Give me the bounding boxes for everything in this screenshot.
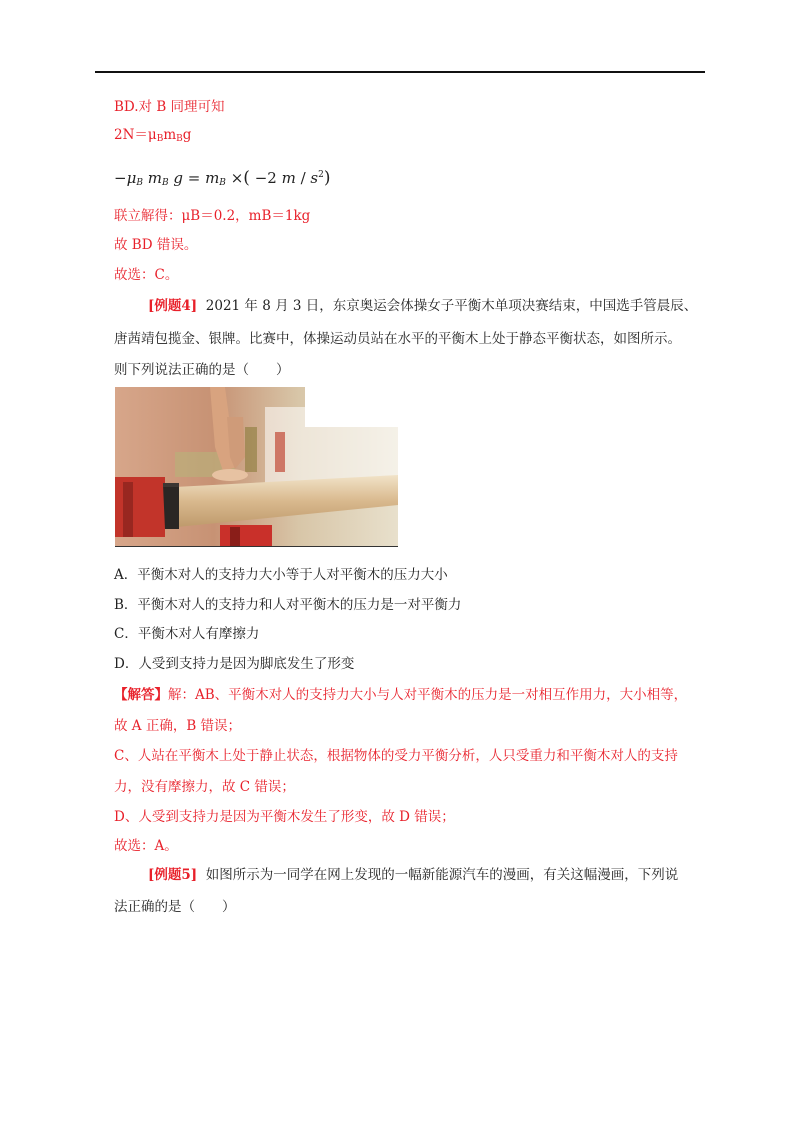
solution-conclusion: 故 BD 错误。 (114, 237, 198, 253)
answer-line1: 【解答】解：AB、平衡木对人的支持力大小与人对平衡木的压力是一对相互作用力，大小相等， (114, 687, 688, 703)
solution-choice: 故选：C。 (114, 267, 179, 283)
option-c: C．平衡木对人有摩擦力 (114, 626, 260, 642)
example4-tag: [例题4] (148, 298, 198, 314)
answer-line6: 故选：A。 (114, 838, 178, 854)
photo-baseline (115, 546, 398, 547)
example5-tag: [例题5] (148, 867, 198, 883)
header-rule (95, 71, 705, 73)
example5-line1: [例题5] 如图所示为一同学在网上发现的一幅新能源汽车的漫画，有关这幅漫画，下列说 (148, 867, 679, 883)
equation-normal-force: $2N=\mu_Bm_Bg$ (114, 127, 192, 144)
option-b: B．平衡木对人的支持力和人对平衡木的压力是一对平衡力 (114, 597, 462, 613)
example5-line2: 法正确的是（ ） (114, 899, 236, 915)
answer-line5: D、人受到支持力是因为平衡木发生了形变，故 D 错误； (114, 809, 455, 825)
balance-beam-photo (115, 387, 398, 547)
option-d: D．人受到支持力是因为脚底发生了形变 (114, 656, 355, 672)
gymnast-on-beam-image (115, 387, 398, 547)
example4-line3: 则下列说法正确的是（ ） (114, 362, 290, 378)
answer-line2: 故 A 正确，B 错误； (114, 718, 242, 734)
answer-line3: C、人站在平衡木上处于静止状态，根据物体的受力平衡分析，人只受重力和平衡木对人的支持 (114, 748, 678, 764)
option-a: A．平衡木对人的支持力大小等于人对平衡木的压力大小 (114, 567, 448, 583)
answer-tag: 【解答】 (114, 687, 168, 703)
answer-line4: 力，没有摩擦力，故 C 错误； (114, 779, 295, 795)
equation-acceleration: $-\mu_B$ $m_B$ $g = m_B$ ×( −2 m / $s^2$) (114, 168, 331, 188)
example4-line2: 唐茜靖包揽金、银牌。比赛中，体操运动员站在水平的平衡木上处于静态平衡状态，如图所示。 (114, 331, 681, 347)
solution-result: 联立解得：μB＝0.2，mB＝1kg (114, 208, 311, 224)
example4-line1: [例题4] 2021 年 8 月 3 日，东京奥运会体操女子平衡木单项决赛结束，中国选手管晨辰、 (148, 298, 698, 314)
solution-line-bd: BD.对 B 同理可知 (114, 99, 225, 115)
